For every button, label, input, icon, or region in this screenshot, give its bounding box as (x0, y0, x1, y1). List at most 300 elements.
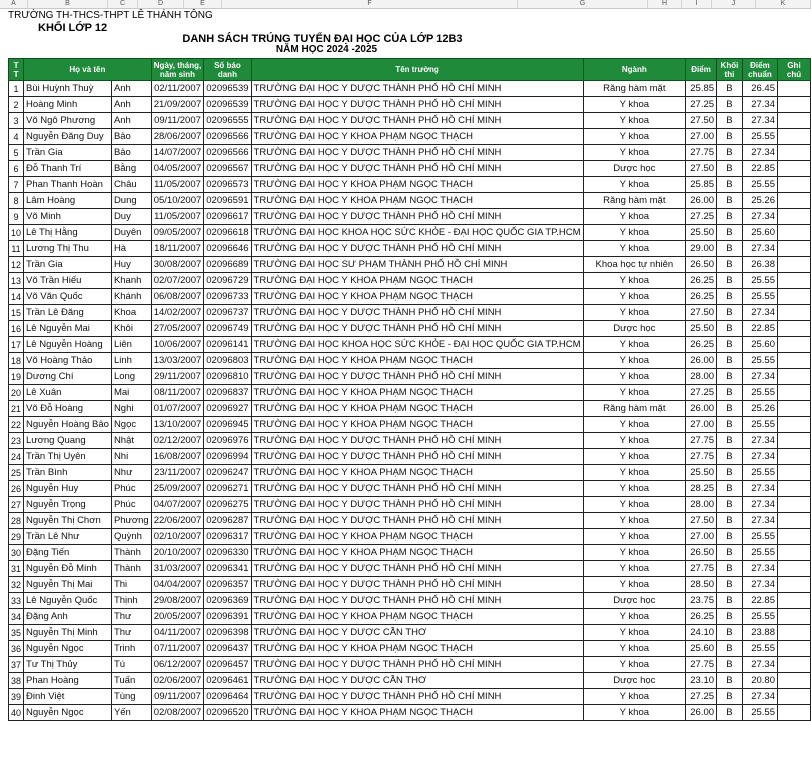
row-block-cell[interactable]: B (717, 145, 743, 161)
row-block-cell[interactable]: B (717, 401, 743, 417)
row-last-name-cell[interactable]: Nguyễn Huy (24, 481, 112, 497)
row-stt-cell[interactable]: 7 (9, 177, 24, 193)
row-cutoff-cell[interactable]: 25.26 (742, 193, 777, 209)
row-note-cell[interactable] (778, 609, 811, 625)
row-sbd-cell[interactable]: 02096357 (204, 577, 251, 593)
row-cutoff-cell[interactable]: 27.34 (742, 513, 777, 529)
row-school-cell[interactable]: TRƯỜNG ĐẠI HỌC Y DƯỢC THÀNH PHỐ HỒ CHÍ MINH (251, 513, 583, 529)
row-note-cell[interactable] (778, 241, 811, 257)
row-major-cell[interactable]: Y khoa (583, 609, 686, 625)
row-dob-cell[interactable]: 05/10/2007 (151, 193, 204, 209)
row-stt-cell[interactable]: 25 (9, 465, 24, 481)
row-major-cell[interactable]: Y khoa (583, 433, 686, 449)
row-first-name-cell[interactable]: Liên (111, 337, 151, 353)
column-letter-k[interactable]: K (756, 0, 811, 8)
row-cutoff-cell[interactable]: 27.34 (742, 209, 777, 225)
row-last-name-cell[interactable]: Đỗ Thanh Trí (24, 161, 112, 177)
row-dob-cell[interactable]: 28/06/2007 (151, 129, 204, 145)
row-dob-cell[interactable]: 14/02/2007 (151, 305, 204, 321)
row-note-cell[interactable] (778, 81, 811, 97)
row-last-name-cell[interactable]: Trần Lê Đăng (24, 305, 112, 321)
row-first-name-cell[interactable]: Thịnh (111, 593, 151, 609)
row-major-cell[interactable]: Y khoa (583, 513, 686, 529)
row-cutoff-cell[interactable]: 25.55 (742, 385, 777, 401)
row-cutoff-cell[interactable]: 26.45 (742, 81, 777, 97)
row-last-name-cell[interactable]: Lương Thị Thu (24, 241, 112, 257)
row-dob-cell[interactable]: 27/05/2007 (151, 321, 204, 337)
row-last-name-cell[interactable]: Võ Hoàng Thảo (24, 353, 112, 369)
row-last-name-cell[interactable]: Lương Quang (24, 433, 112, 449)
row-block-cell[interactable]: B (717, 193, 743, 209)
row-stt-cell[interactable]: 26 (9, 481, 24, 497)
row-sbd-cell[interactable]: 02096520 (204, 705, 251, 721)
row-score-cell[interactable]: 28.50 (686, 577, 717, 593)
row-major-cell[interactable]: Y khoa (583, 689, 686, 705)
row-stt-cell[interactable]: 38 (9, 673, 24, 689)
row-dob-cell[interactable]: 20/10/2007 (151, 545, 204, 561)
row-score-cell[interactable]: 25.50 (686, 465, 717, 481)
row-last-name-cell[interactable]: Võ Đỗ Hoàng (24, 401, 112, 417)
row-first-name-cell[interactable]: Bằng (111, 161, 151, 177)
row-dob-cell[interactable]: 01/07/2007 (151, 401, 204, 417)
row-first-name-cell[interactable]: Trinh (111, 641, 151, 657)
row-cutoff-cell[interactable]: 22.85 (742, 321, 777, 337)
row-score-cell[interactable]: 27.00 (686, 529, 717, 545)
row-dob-cell[interactable]: 16/08/2007 (151, 449, 204, 465)
row-stt-cell[interactable]: 28 (9, 513, 24, 529)
row-dob-cell[interactable]: 23/11/2007 (151, 465, 204, 481)
row-score-cell[interactable]: 25.60 (686, 641, 717, 657)
row-cutoff-cell[interactable]: 25.55 (742, 609, 777, 625)
row-last-name-cell[interactable]: Lê Nguyễn Hoàng (24, 337, 112, 353)
row-first-name-cell[interactable]: Hà (111, 241, 151, 257)
row-score-cell[interactable]: 25.50 (686, 321, 717, 337)
row-last-name-cell[interactable]: Lê Thị Hằng (24, 225, 112, 241)
row-block-cell[interactable]: B (717, 673, 743, 689)
row-note-cell[interactable] (778, 657, 811, 673)
row-score-cell[interactable]: 23.10 (686, 673, 717, 689)
row-cutoff-cell[interactable]: 25.55 (742, 529, 777, 545)
row-note-cell[interactable] (778, 497, 811, 513)
row-stt-cell[interactable]: 3 (9, 113, 24, 129)
row-last-name-cell[interactable]: Bùi Huỳnh Thuỳ (24, 81, 112, 97)
row-last-name-cell[interactable]: Võ Trần Hiếu (24, 273, 112, 289)
row-score-cell[interactable]: 27.50 (686, 161, 717, 177)
row-block-cell[interactable]: B (717, 385, 743, 401)
row-cutoff-cell[interactable]: 27.34 (742, 433, 777, 449)
row-last-name-cell[interactable]: Lâm Hoàng (24, 193, 112, 209)
row-note-cell[interactable] (778, 401, 811, 417)
row-note-cell[interactable] (778, 385, 811, 401)
row-block-cell[interactable]: B (717, 545, 743, 561)
column-letter-f[interactable]: F (222, 0, 518, 8)
row-sbd-cell[interactable]: 02096689 (204, 257, 251, 273)
row-dob-cell[interactable]: 09/05/2007 (151, 225, 204, 241)
row-cutoff-cell[interactable]: 27.34 (742, 689, 777, 705)
row-major-cell[interactable]: Y khoa (583, 209, 686, 225)
row-dob-cell[interactable]: 13/10/2007 (151, 417, 204, 433)
row-score-cell[interactable]: 27.50 (686, 113, 717, 129)
row-sbd-cell[interactable]: 02096567 (204, 161, 251, 177)
row-block-cell[interactable]: B (717, 513, 743, 529)
row-dob-cell[interactable]: 04/07/2007 (151, 497, 204, 513)
row-major-cell[interactable]: Y khoa (583, 353, 686, 369)
row-sbd-cell[interactable]: 02096994 (204, 449, 251, 465)
row-first-name-cell[interactable]: Ngọc (111, 417, 151, 433)
row-cutoff-cell[interactable]: 22.85 (742, 161, 777, 177)
row-stt-cell[interactable]: 4 (9, 129, 24, 145)
header-name[interactable]: Họ và tên (24, 59, 152, 81)
row-sbd-cell[interactable]: 02096733 (204, 289, 251, 305)
row-sbd-cell[interactable]: 02096729 (204, 273, 251, 289)
column-letter-a[interactable]: A (0, 0, 28, 8)
row-sbd-cell[interactable]: 02096803 (204, 353, 251, 369)
row-school-cell[interactable]: TRƯỜNG ĐẠI HỌC Y KHOA PHẠM NGỌC THẠCH (251, 609, 583, 625)
row-school-cell[interactable]: TRƯỜNG ĐẠI HỌC Y DƯỢC THÀNH PHỐ HỒ CHÍ MINH (251, 497, 583, 513)
row-stt-cell[interactable]: 6 (9, 161, 24, 177)
row-block-cell[interactable]: B (717, 257, 743, 273)
row-block-cell[interactable]: B (717, 337, 743, 353)
row-first-name-cell[interactable]: Duy (111, 209, 151, 225)
row-score-cell[interactable]: 26.25 (686, 273, 717, 289)
row-dob-cell[interactable]: 13/03/2007 (151, 353, 204, 369)
row-stt-cell[interactable]: 31 (9, 561, 24, 577)
row-dob-cell[interactable]: 30/08/2007 (151, 257, 204, 273)
row-major-cell[interactable]: Y khoa (583, 465, 686, 481)
row-major-cell[interactable]: Y khoa (583, 705, 686, 721)
row-stt-cell[interactable]: 18 (9, 353, 24, 369)
row-stt-cell[interactable]: 40 (9, 705, 24, 721)
row-last-name-cell[interactable]: Hoàng Minh (24, 97, 112, 113)
row-dob-cell[interactable]: 02/06/2007 (151, 673, 204, 689)
row-first-name-cell[interactable]: Tú (111, 657, 151, 673)
row-school-cell[interactable]: TRƯỜNG ĐẠI HỌC Y DƯỢC THÀNH PHỐ HỒ CHÍ MINH (251, 81, 583, 97)
row-note-cell[interactable] (778, 417, 811, 433)
row-note-cell[interactable] (778, 129, 811, 145)
row-last-name-cell[interactable]: Trần Gia (24, 257, 112, 273)
row-last-name-cell[interactable]: Nguyễn Thị Mai (24, 577, 112, 593)
row-stt-cell[interactable]: 14 (9, 289, 24, 305)
row-sbd-cell[interactable]: 02096749 (204, 321, 251, 337)
row-score-cell[interactable]: 28.00 (686, 369, 717, 385)
row-last-name-cell[interactable]: Nguyễn Đăng Duy (24, 129, 112, 145)
row-block-cell[interactable]: B (717, 97, 743, 113)
row-note-cell[interactable] (778, 209, 811, 225)
row-stt-cell[interactable]: 16 (9, 321, 24, 337)
header-school[interactable]: Tên trường (251, 59, 583, 81)
row-stt-cell[interactable]: 2 (9, 97, 24, 113)
row-block-cell[interactable]: B (717, 369, 743, 385)
row-score-cell[interactable]: 27.25 (686, 97, 717, 113)
row-stt-cell[interactable]: 15 (9, 305, 24, 321)
row-last-name-cell[interactable]: Nguyễn Thị Chơn (24, 513, 112, 529)
row-cutoff-cell[interactable]: 27.34 (742, 113, 777, 129)
row-sbd-cell[interactable]: 02096398 (204, 625, 251, 641)
row-last-name-cell[interactable]: Phan Thanh Hoàn (24, 177, 112, 193)
row-school-cell[interactable]: TRƯỜNG ĐẠI HỌC Y DƯỢC THÀNH PHỐ HỒ CHÍ MINH (251, 321, 583, 337)
row-dob-cell[interactable]: 21/09/2007 (151, 97, 204, 113)
row-first-name-cell[interactable]: Khanh (111, 273, 151, 289)
row-first-name-cell[interactable]: Anh (111, 81, 151, 97)
row-dob-cell[interactable]: 14/07/2007 (151, 145, 204, 161)
row-sbd-cell[interactable]: 02096618 (204, 225, 251, 241)
row-cutoff-cell[interactable]: 25.55 (742, 417, 777, 433)
row-first-name-cell[interactable]: Tuấn (111, 673, 151, 689)
row-block-cell[interactable]: B (717, 209, 743, 225)
row-cutoff-cell[interactable]: 22.85 (742, 593, 777, 609)
row-note-cell[interactable] (778, 577, 811, 593)
row-score-cell[interactable]: 27.75 (686, 657, 717, 673)
row-note-cell[interactable] (778, 465, 811, 481)
row-dob-cell[interactable]: 09/11/2007 (151, 689, 204, 705)
row-major-cell[interactable]: Y khoa (583, 273, 686, 289)
row-last-name-cell[interactable]: Nguyễn Hoàng Bảo (24, 417, 112, 433)
row-first-name-cell[interactable]: Anh (111, 113, 151, 129)
row-block-cell[interactable]: B (717, 225, 743, 241)
row-major-cell[interactable]: Y khoa (583, 561, 686, 577)
row-last-name-cell[interactable]: Võ Văn Quốc (24, 289, 112, 305)
row-note-cell[interactable] (778, 705, 811, 721)
row-major-cell[interactable]: Răng hàm mặt (583, 81, 686, 97)
row-school-cell[interactable]: TRƯỜNG ĐẠI HỌC Y DƯỢC THÀNH PHỐ HỒ CHÍ MINH (251, 161, 583, 177)
row-score-cell[interactable]: 26.00 (686, 705, 717, 721)
row-score-cell[interactable]: 27.75 (686, 145, 717, 161)
row-dob-cell[interactable]: 25/09/2007 (151, 481, 204, 497)
row-note-cell[interactable] (778, 321, 811, 337)
row-dob-cell[interactable]: 04/05/2007 (151, 161, 204, 177)
row-stt-cell[interactable]: 10 (9, 225, 24, 241)
row-school-cell[interactable]: TRƯỜNG ĐẠI HỌC Y DƯỢC THÀNH PHỐ HỒ CHÍ MINH (251, 145, 583, 161)
row-major-cell[interactable]: Khoa học tự nhiên (583, 257, 686, 273)
row-school-cell[interactable]: TRƯỜNG ĐẠI HỌC KHOA HỌC SỨC KHỎE - ĐẠI HỌC QUỐC GIA TP.HCM (251, 225, 583, 241)
row-last-name-cell[interactable]: Trần Thị Uyên (24, 449, 112, 465)
row-first-name-cell[interactable]: Dung (111, 193, 151, 209)
row-score-cell[interactable]: 26.00 (686, 193, 717, 209)
row-sbd-cell[interactable]: 02096275 (204, 497, 251, 513)
row-score-cell[interactable]: 26.50 (686, 545, 717, 561)
row-last-name-cell[interactable]: Trần Bình (24, 465, 112, 481)
row-dob-cell[interactable]: 04/11/2007 (151, 625, 204, 641)
row-score-cell[interactable]: 27.75 (686, 449, 717, 465)
row-dob-cell[interactable]: 06/08/2007 (151, 289, 204, 305)
row-stt-cell[interactable]: 1 (9, 81, 24, 97)
row-last-name-cell[interactable]: Nguyễn Ngọc (24, 641, 112, 657)
row-school-cell[interactable]: TRƯỜNG ĐẠI HỌC Y DƯỢC THÀNH PHỐ HỒ CHÍ MINH (251, 369, 583, 385)
row-cutoff-cell[interactable]: 25.55 (742, 273, 777, 289)
row-school-cell[interactable]: TRƯỜNG ĐẠI HỌC Y DƯỢC CẦN THƠ (251, 673, 583, 689)
row-first-name-cell[interactable]: Thư (111, 609, 151, 625)
row-dob-cell[interactable]: 06/12/2007 (151, 657, 204, 673)
row-block-cell[interactable]: B (717, 641, 743, 657)
row-stt-cell[interactable]: 22 (9, 417, 24, 433)
row-sbd-cell[interactable]: 02096945 (204, 417, 251, 433)
row-first-name-cell[interactable]: Bảo (111, 145, 151, 161)
row-dob-cell[interactable]: 29/08/2007 (151, 593, 204, 609)
row-cutoff-cell[interactable]: 25.55 (742, 353, 777, 369)
row-school-cell[interactable]: TRƯỜNG ĐẠI HỌC Y KHOA PHẠM NGỌC THẠCH (251, 401, 583, 417)
row-last-name-cell[interactable]: Phan Hoàng (24, 673, 112, 689)
row-dob-cell[interactable]: 02/12/2007 (151, 433, 204, 449)
row-sbd-cell[interactable]: 02096591 (204, 193, 251, 209)
row-school-cell[interactable]: TRƯỜNG ĐẠI HỌC Y KHOA PHẠM NGỌC THẠCH (251, 465, 583, 481)
row-school-cell[interactable]: TRƯỜNG ĐẠI HỌC Y KHOA PHẠM NGỌC THẠCH (251, 705, 583, 721)
row-block-cell[interactable]: B (717, 593, 743, 609)
row-block-cell[interactable]: B (717, 129, 743, 145)
row-first-name-cell[interactable]: Yến (111, 705, 151, 721)
row-last-name-cell[interactable]: Nguyễn Thị Minh (24, 625, 112, 641)
row-score-cell[interactable]: 25.85 (686, 81, 717, 97)
row-dob-cell[interactable]: 07/11/2007 (151, 641, 204, 657)
row-note-cell[interactable] (778, 513, 811, 529)
row-school-cell[interactable]: TRƯỜNG ĐẠI HỌC Y DƯỢC THÀNH PHỐ HỒ CHÍ MINH (251, 241, 583, 257)
row-block-cell[interactable]: B (717, 241, 743, 257)
row-score-cell[interactable]: 26.00 (686, 401, 717, 417)
row-cutoff-cell[interactable]: 25.55 (742, 545, 777, 561)
row-score-cell[interactable]: 23.75 (686, 593, 717, 609)
row-sbd-cell[interactable]: 02096617 (204, 209, 251, 225)
row-last-name-cell[interactable]: Đặng Tiến (24, 545, 112, 561)
row-first-name-cell[interactable]: Anh (111, 97, 151, 113)
row-cutoff-cell[interactable]: 27.34 (742, 369, 777, 385)
row-sbd-cell[interactable]: 02096391 (204, 609, 251, 625)
row-school-cell[interactable]: TRƯỜNG ĐẠI HỌC Y KHOA PHẠM NGỌC THẠCH (251, 353, 583, 369)
row-first-name-cell[interactable]: Quỳnh (111, 529, 151, 545)
row-score-cell[interactable]: 26.25 (686, 337, 717, 353)
row-cutoff-cell[interactable]: 27.34 (742, 481, 777, 497)
header-block[interactable]: Khối thi (717, 59, 743, 81)
row-dob-cell[interactable]: 09/11/2007 (151, 113, 204, 129)
row-sbd-cell[interactable]: 02096247 (204, 465, 251, 481)
row-sbd-cell[interactable]: 02096271 (204, 481, 251, 497)
row-stt-cell[interactable]: 13 (9, 273, 24, 289)
row-first-name-cell[interactable]: Tùng (111, 689, 151, 705)
row-note-cell[interactable] (778, 97, 811, 113)
header-score[interactable]: Điểm (686, 59, 717, 81)
row-school-cell[interactable]: TRƯỜNG ĐẠI HỌC Y KHOA PHẠM NGỌC THẠCH (251, 273, 583, 289)
row-first-name-cell[interactable]: Khoa (111, 305, 151, 321)
row-block-cell[interactable]: B (717, 433, 743, 449)
row-major-cell[interactable]: Y khoa (583, 449, 686, 465)
row-stt-cell[interactable]: 33 (9, 593, 24, 609)
row-sbd-cell[interactable]: 02096539 (204, 81, 251, 97)
row-stt-cell[interactable]: 9 (9, 209, 24, 225)
row-first-name-cell[interactable]: Như (111, 465, 151, 481)
row-major-cell[interactable]: Răng hàm mặt (583, 193, 686, 209)
row-stt-cell[interactable]: 5 (9, 145, 24, 161)
row-school-cell[interactable]: TRƯỜNG ĐẠI HỌC Y KHOA PHẠM NGỌC THẠCH (251, 385, 583, 401)
row-first-name-cell[interactable]: Phúc (111, 497, 151, 513)
row-major-cell[interactable]: Y khoa (583, 545, 686, 561)
row-score-cell[interactable]: 27.00 (686, 417, 717, 433)
row-block-cell[interactable]: B (717, 177, 743, 193)
row-sbd-cell[interactable]: 02096457 (204, 657, 251, 673)
row-major-cell[interactable]: Y khoa (583, 225, 686, 241)
row-note-cell[interactable] (778, 593, 811, 609)
row-major-cell[interactable]: Y khoa (583, 113, 686, 129)
row-school-cell[interactable]: TRƯỜNG ĐẠI HỌC Y DƯỢC THÀNH PHỐ HỒ CHÍ MINH (251, 305, 583, 321)
row-block-cell[interactable]: B (717, 705, 743, 721)
row-cutoff-cell[interactable]: 27.34 (742, 241, 777, 257)
row-first-name-cell[interactable]: Thư (111, 625, 151, 641)
row-sbd-cell[interactable]: 02096646 (204, 241, 251, 257)
row-note-cell[interactable] (778, 273, 811, 289)
row-school-cell[interactable]: TRƯỜNG ĐẠI HỌC SƯ PHẠM THÀNH PHỐ HỒ CHÍ MINH (251, 257, 583, 273)
row-note-cell[interactable] (778, 641, 811, 657)
row-first-name-cell[interactable]: Bảo (111, 129, 151, 145)
row-major-cell[interactable]: Y khoa (583, 641, 686, 657)
row-stt-cell[interactable]: 27 (9, 497, 24, 513)
row-cutoff-cell[interactable]: 27.34 (742, 449, 777, 465)
row-stt-cell[interactable]: 21 (9, 401, 24, 417)
row-cutoff-cell[interactable]: 25.26 (742, 401, 777, 417)
row-sbd-cell[interactable]: 02096369 (204, 593, 251, 609)
row-last-name-cell[interactable]: Võ Minh (24, 209, 112, 225)
row-last-name-cell[interactable]: Nguyễn Đỗ Minh (24, 561, 112, 577)
row-sbd-cell[interactable]: 02096566 (204, 129, 251, 145)
row-dob-cell[interactable]: 02/11/2007 (151, 81, 204, 97)
row-first-name-cell[interactable]: Khôi (111, 321, 151, 337)
row-cutoff-cell[interactable]: 25.55 (742, 465, 777, 481)
column-letter-d[interactable]: D (138, 0, 184, 8)
row-stt-cell[interactable]: 30 (9, 545, 24, 561)
row-note-cell[interactable] (778, 161, 811, 177)
row-block-cell[interactable]: B (717, 417, 743, 433)
row-school-cell[interactable]: TRƯỜNG ĐẠI HỌC Y DƯỢC THÀNH PHỐ HỒ CHÍ MINH (251, 209, 583, 225)
row-major-cell[interactable]: Y khoa (583, 481, 686, 497)
row-last-name-cell[interactable]: Trần Gia (24, 145, 112, 161)
row-block-cell[interactable]: B (717, 353, 743, 369)
row-sbd-cell[interactable]: 02096810 (204, 369, 251, 385)
row-major-cell[interactable]: Y khoa (583, 289, 686, 305)
row-major-cell[interactable]: Y khoa (583, 177, 686, 193)
row-major-cell[interactable]: Y khoa (583, 625, 686, 641)
row-note-cell[interactable] (778, 337, 811, 353)
row-sbd-cell[interactable]: 02096317 (204, 529, 251, 545)
column-letter-e[interactable]: E (184, 0, 222, 8)
row-score-cell[interactable]: 27.75 (686, 433, 717, 449)
row-first-name-cell[interactable]: Nhi (111, 449, 151, 465)
row-school-cell[interactable]: TRƯỜNG ĐẠI HỌC Y KHOA PHẠM NGỌC THẠCH (251, 641, 583, 657)
row-dob-cell[interactable]: 20/05/2007 (151, 609, 204, 625)
row-stt-cell[interactable]: 19 (9, 369, 24, 385)
row-sbd-cell[interactable]: 02096566 (204, 145, 251, 161)
row-dob-cell[interactable]: 31/03/2007 (151, 561, 204, 577)
row-block-cell[interactable]: B (717, 497, 743, 513)
row-sbd-cell[interactable]: 02096437 (204, 641, 251, 657)
row-major-cell[interactable]: Y khoa (583, 577, 686, 593)
row-score-cell[interactable]: 26.50 (686, 257, 717, 273)
row-note-cell[interactable] (778, 529, 811, 545)
column-letter-i[interactable]: I (682, 0, 712, 8)
row-major-cell[interactable]: Dược học (583, 161, 686, 177)
row-major-cell[interactable]: Y khoa (583, 369, 686, 385)
row-score-cell[interactable]: 29.00 (686, 241, 717, 257)
row-block-cell[interactable]: B (717, 529, 743, 545)
row-major-cell[interactable]: Dược học (583, 593, 686, 609)
row-score-cell[interactable]: 27.25 (686, 385, 717, 401)
row-note-cell[interactable] (778, 193, 811, 209)
row-major-cell[interactable]: Dược học (583, 321, 686, 337)
row-dob-cell[interactable]: 08/11/2007 (151, 385, 204, 401)
row-sbd-cell[interactable]: 02096464 (204, 689, 251, 705)
row-block-cell[interactable]: B (717, 321, 743, 337)
row-cutoff-cell[interactable]: 25.55 (742, 129, 777, 145)
row-score-cell[interactable]: 27.00 (686, 129, 717, 145)
row-score-cell[interactable]: 27.50 (686, 513, 717, 529)
row-last-name-cell[interactable]: Trần Lê Như (24, 529, 112, 545)
row-first-name-cell[interactable]: Thi (111, 577, 151, 593)
row-cutoff-cell[interactable]: 27.34 (742, 577, 777, 593)
